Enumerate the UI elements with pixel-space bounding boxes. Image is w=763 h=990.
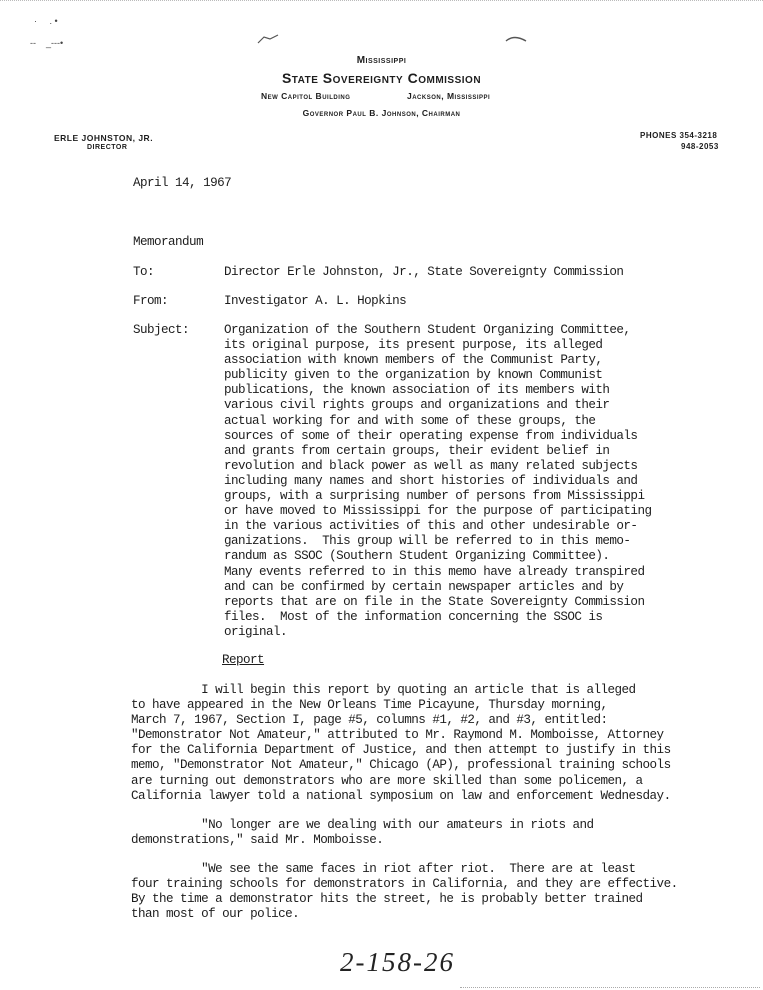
subject-line: original.: [224, 624, 288, 639]
paragraph-line: are turning out demonstrators who are more skilled than some policemen, a: [131, 773, 643, 788]
letterhead-governor: Governor Paul B. Johnson, Chairman: [302, 108, 461, 118]
report-heading: Report: [222, 653, 265, 667]
subject-line: its original purpose, its present purpose, its alleged: [224, 338, 603, 353]
director-title: DIRECTOR: [87, 144, 128, 151]
paragraph-1: [131, 683, 671, 804]
subject-line: association with known members of the Communist Party,: [224, 353, 603, 368]
subject-line: or have moved to Mississippi for the purpose of participating: [224, 504, 652, 519]
subject-line: publications, the known association of its members with: [224, 383, 610, 398]
subject-line: ganizations. This group will be referred to in this memo-: [224, 534, 631, 549]
subject-line: and grants from certain groups, their evident belief in: [224, 443, 610, 458]
from-label: From:: [133, 294, 169, 308]
paragraph-line: to have appeared in the New Orleans Time Picayune, Thursday morning,: [131, 698, 608, 713]
letterhead-city: Jackson, Mississippi: [407, 91, 491, 101]
paragraph-line: four training schools for demonstrators in California, and they are effective.: [131, 877, 678, 892]
subject-line: reports that are on file in the State Sovereignty Commission: [224, 594, 645, 609]
subject-line: groups, with a surprising number of persons from Mississippi: [224, 489, 645, 504]
paragraph-line: "No longer are we dealing with our amateurs in riots and: [131, 818, 594, 832]
paragraph-line: than most of our police.: [131, 907, 300, 922]
subject-text: [224, 323, 651, 640]
subject-line: files. Most of the information concerning the SSOC is: [224, 609, 603, 624]
phones-2: 948-2053: [681, 142, 719, 151]
subject-label: Subject:: [133, 323, 190, 337]
paragraph-line: memo, "Demonstrator Not Amateur," Chicago (AP), professional training schools: [131, 758, 671, 773]
top-scan-border: [0, 0, 763, 4]
subject-line: publicity given to the organization by known Communist: [224, 368, 603, 383]
handwritten-document-id: 2-158-26: [340, 947, 455, 977]
phones-label: PHONES 354-3218: [640, 131, 718, 140]
letterhead-agency: State Sovereignty Commission: [281, 70, 482, 86]
memo-date: April 14, 1967: [133, 176, 232, 190]
letterhead-building: New Capitol Building: [261, 91, 351, 101]
paragraph-line: "We see the same faces in riot after riot. There are at least: [131, 862, 636, 876]
subject-line: various civil rights groups and organizations and their: [224, 398, 610, 413]
paragraph-line: By the time a demonstrator hits the street, he is probably better trained: [131, 892, 643, 907]
paragraph-line: demonstrations," said Mr. Momboisse.: [131, 833, 384, 848]
paragraph-line: for the California Department of Justice, and then attempt to justify in this: [131, 743, 671, 758]
subject-line: actual working for and with some of these groups, the: [224, 413, 596, 428]
scan-mark: -‐ _-‐‐•: [30, 38, 64, 48]
letterhead-state: Mississippi: [356, 55, 407, 66]
director-name: ERLE JOHNSTON, JR.: [54, 133, 154, 143]
paragraph-line: March 7, 1967, Section I, page #5, columns #1, #2, and #3, entitled:: [131, 713, 608, 728]
seal-mark-icon: [256, 33, 280, 45]
paragraph-2: [131, 818, 594, 848]
paragraph-line: I will begin this report by quoting an article that is alleged: [131, 683, 636, 697]
to-value: Director Erle Johnston, Jr., State Sovereignty Commission: [224, 265, 624, 279]
paragraph-line: California lawyer told a national symposium on law and enforcement Wednesday.: [131, 788, 671, 803]
subject-line: sources of some of their operating expense from individuals: [224, 428, 638, 443]
to-label: To:: [133, 265, 155, 279]
paragraph-3: [131, 862, 678, 922]
subject-line: randum as SSOC (Southern Student Organizing Committee).: [224, 549, 610, 564]
paragraph-line: "Demonstrator Not Amateur," attributed to Mr. Raymond M. Momboisse, Attorney: [131, 728, 664, 743]
seal-mark-icon: [504, 34, 528, 44]
subject-line: in the various activities of this and other undesirable or-: [224, 519, 638, 534]
scan-mark: · . •: [34, 16, 58, 26]
subject-line: Many events referred to in this memo have already transpired: [224, 564, 645, 579]
subject-line: including many names and short histories of individuals and: [224, 473, 638, 488]
subject-line: revolution and black power as well as many related subjects: [224, 458, 638, 473]
subject-line: and can be confirmed by certain newspaper articles and by: [224, 579, 624, 594]
bottom-scan-border: [460, 987, 760, 988]
from-value: Investigator A. L. Hopkins: [224, 294, 407, 308]
memo-heading: Memorandum: [133, 235, 204, 249]
subject-line: Organization of the Southern Student Organizing Committee,: [224, 323, 631, 337]
